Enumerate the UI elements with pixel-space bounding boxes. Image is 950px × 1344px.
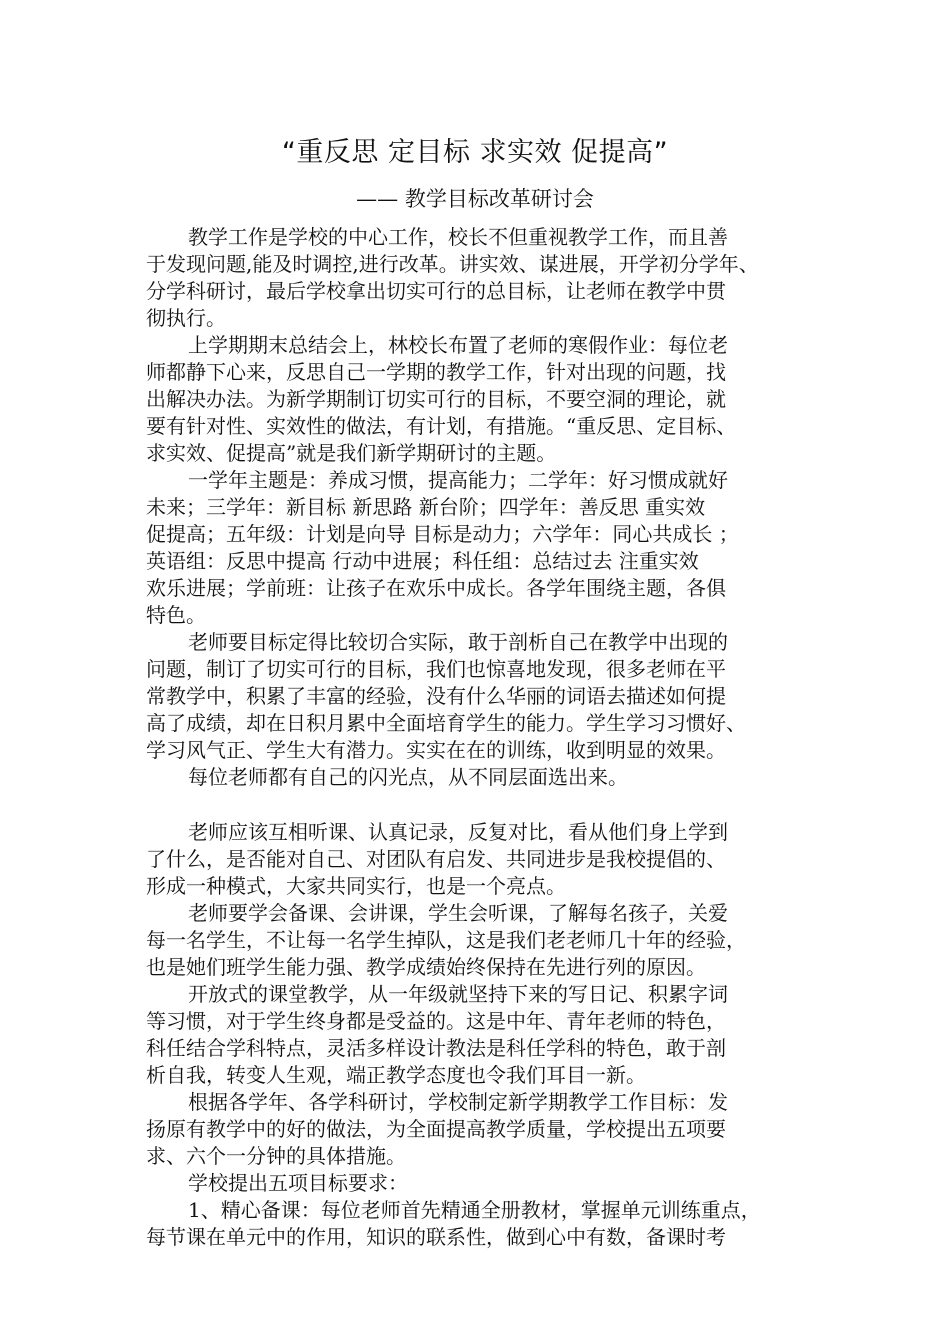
text-line: 开放式的课堂教学，从一年级就坚持下来的写日记、积累字词 xyxy=(188,982,728,1006)
text-line: 高了成绩，却在日积月累中全面培育学生的能力。学生学习习惯好、 xyxy=(146,711,746,735)
text-line: 每位老师都有自己的闪光点，从不同层面选出来。 xyxy=(188,765,628,789)
text-line: 求实效、促提高”就是我们新学期研讨的主题。 xyxy=(146,441,557,465)
text-line: 出解决办法。为新学期制订切实可行的目标，不要空洞的理论，就 xyxy=(146,387,726,411)
text-line: 英语组：反思中提高 行动中进展；科任组：总结过去 注重实效 xyxy=(146,549,699,573)
text-line: 特色。 xyxy=(146,603,206,627)
document-subtitle: —— 教学目标改革研讨会 xyxy=(356,187,594,211)
text-line: 未来；三学年：新目标 新思路 新台阶；四学年：善反思 重实效 xyxy=(146,495,706,519)
text-line: 1、精心备课：每位老师首先精通全册教材，掌握单元训练重点， xyxy=(188,1198,761,1222)
text-line: 于发现问题,能及时调控,进行改革。讲实效、谋进展，开学初分学年、 xyxy=(146,252,759,276)
text-line: 师都静下心来，反思自己一学期的教学工作，针对出现的问题，找 xyxy=(146,360,726,384)
text-line: 要有针对性、实效性的做法，有计划，有措施。“重反思、定目标、 xyxy=(146,414,737,438)
text-line: 科任结合学科特点，灵活多样设计教法是科任学科的特色，敢于剖 xyxy=(146,1036,726,1060)
text-line: 根据各学年、各学科研讨，学校制定新学期教学工作目标：发 xyxy=(188,1090,728,1114)
text-line: 析自我，转变人生观，端正教学态度也令我们耳目一新。 xyxy=(146,1063,646,1087)
document-title: “重反思 定目标 求实效 促提高” xyxy=(281,137,669,168)
text-line: 等习惯，对于学生终身都是受益的。这是中年、青年老师的特色， xyxy=(146,1009,726,1033)
text-line: 教学工作是学校的中心工作，校长不但重视教学工作，而且善 xyxy=(188,225,728,249)
text-line: 问题，制订了切实可行的目标，我们也惊喜地发现，很多老师在平 xyxy=(146,657,726,681)
text-line: 形成一种模式，大家共同实行，也是一个亮点。 xyxy=(146,874,566,898)
text-line: 求、六个一分钟的具体措施。 xyxy=(146,1144,406,1168)
text-line: 老师要目标定得比较切合实际，敢于剖析自己在教学中出现的 xyxy=(188,630,728,654)
document-body xyxy=(146,224,816,1251)
text-line: 欢乐进展；学前班：让孩子在欢乐中成长。各学年围绕主题，各俱 xyxy=(146,576,726,600)
text-line: 老师要学会备课、会讲课，学生会听课，了解每名孩子，关爱 xyxy=(188,901,728,925)
text-line: 促提高；五年级：计划是向导 目标是动力；六学年：同心共成长 ； xyxy=(146,522,739,546)
text-line: 彻执行。 xyxy=(146,306,226,330)
text-line: 常教学中，积累了丰富的经验，没有什么华丽的词语去描述如何提 xyxy=(146,684,726,708)
text-line: 扬原有教学中的好的做法，为全面提高教学质量，学校提出五项要 xyxy=(146,1117,726,1141)
text-line: 一学年主题是：养成习惯，提高能力；二学年：好习惯成就好 xyxy=(188,468,728,492)
text-line: 学习风气正、学生大有潜力。实实在在的训练，收到明显的效果。 xyxy=(146,738,726,762)
text-line: 每一名学生，不让每一名学生掉队，这是我们老老师几十年的经验， xyxy=(146,928,746,952)
text-line: 上学期期末总结会上，林校长布置了老师的寒假作业：每位老 xyxy=(188,333,728,357)
text-line: 分学科研讨，最后学校拿出切实可行的总目标，让老师在教学中贯 xyxy=(146,279,726,303)
text-line: 每节课在单元中的作用，知识的联系性，做到心中有数，备课时考 xyxy=(146,1225,726,1249)
text-line: 也是她们班学生能力强、教学成绩始终保持在先进行列的原因。 xyxy=(146,955,706,979)
text-line: 老师应该互相听课、认真记录，反复对比，看从他们身上学到 xyxy=(188,820,728,844)
text-line: 学校提出五项目标要求： xyxy=(188,1171,408,1195)
text-line: 了什么，是否能对自己、对团队有启发、共同进步是我校提倡的、 xyxy=(146,847,726,871)
